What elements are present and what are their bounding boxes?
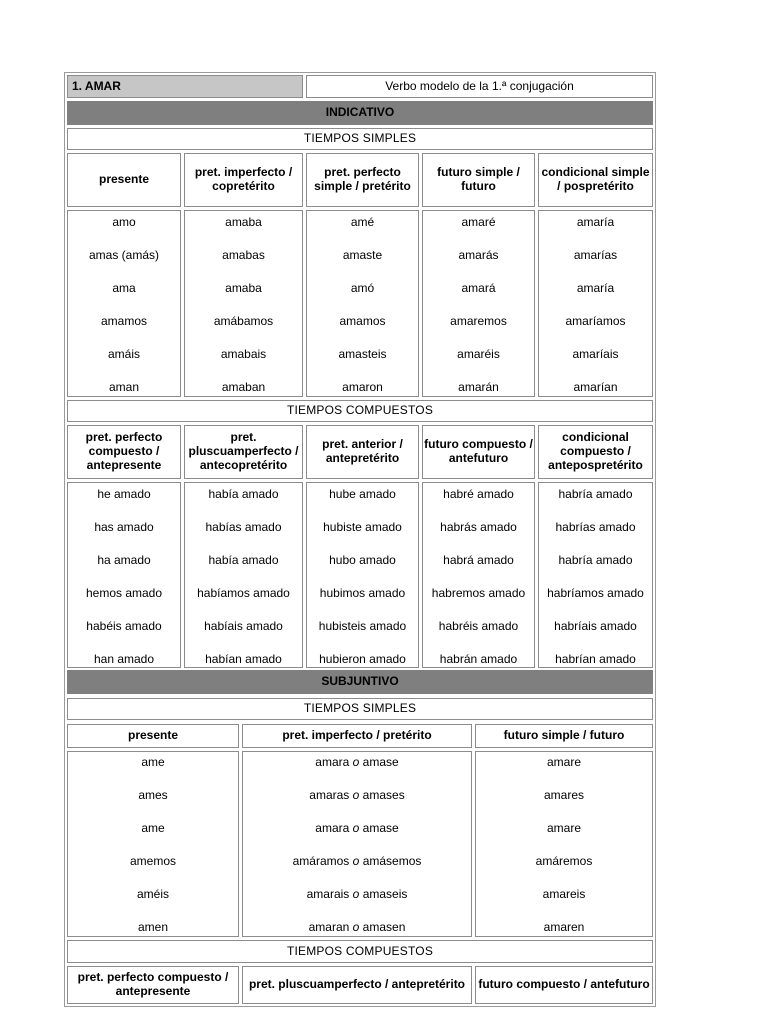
conjugation-column	[306, 210, 419, 397]
mood-label: INDICATIVO	[325, 105, 395, 120]
form-cell: amarías	[573, 248, 618, 262]
form-cell: amábamos	[213, 314, 274, 328]
tense-header	[67, 153, 181, 207]
section-tiempos-compuestos	[67, 400, 653, 422]
form-cell: amarán	[458, 380, 499, 394]
form-cell: habías amado	[205, 520, 282, 534]
form-cell: amaban	[221, 380, 266, 394]
tense-header	[422, 425, 535, 479]
form-cell: amaran o amasen	[308, 920, 406, 934]
tense-header-text: futuro compuesto / antefuturo	[424, 437, 533, 465]
section-tiempos-compuestos	[67, 940, 653, 963]
form-cell: habría amado	[558, 553, 633, 567]
mood-label: SUBJUNTIVO	[321, 674, 399, 689]
form-cell: habrías amado	[555, 520, 636, 534]
form-cell: hubo amado	[329, 553, 396, 567]
section-label: TIEMPOS COMPUESTOS	[286, 943, 434, 958]
form-cell: amares	[543, 788, 584, 802]
form-cell: habrán amado	[439, 652, 518, 666]
form-cell: habrás amado	[440, 520, 517, 534]
form-cell: hubisteis amado	[318, 619, 407, 633]
form-cell: amara o amase	[315, 821, 399, 835]
form-cell: amáremos	[535, 854, 593, 868]
form-cell: amare	[546, 755, 581, 769]
tense-header	[242, 724, 472, 748]
tense-header	[184, 425, 303, 479]
mood-header-indicativo	[67, 101, 653, 125]
form-cell: amáramos o amásemos	[292, 854, 422, 868]
form-cell: ama	[112, 281, 136, 295]
form-cell: habrían amado	[555, 652, 636, 666]
form-cell: habríais amado	[554, 619, 637, 633]
conjugation-column	[475, 751, 653, 937]
tense-header-text: condicional compuesto / antepospretérito	[548, 430, 643, 472]
tense-header-text: presente	[98, 172, 150, 187]
tense-header-text: pret. perfecto compuesto / antepresente	[77, 970, 229, 998]
tense-header	[422, 153, 535, 207]
form-cell: amabais	[220, 347, 267, 361]
form-cell: he amado	[97, 487, 151, 501]
section-tiempos-simples	[67, 128, 653, 150]
form-cell: habíais amado	[204, 619, 283, 633]
verb-title	[67, 75, 303, 98]
form-cell: amamos	[339, 314, 386, 328]
form-cell: habéis amado	[86, 619, 162, 633]
form-cell: habíamos amado	[197, 586, 290, 600]
conjugation-column	[242, 751, 472, 937]
form-cell: amará	[461, 281, 496, 295]
conjugation-column	[306, 482, 419, 668]
form-cell: habréis amado	[438, 619, 519, 633]
tense-header	[538, 425, 653, 479]
form-cell: amo	[112, 215, 136, 229]
form-cell: amaré	[461, 215, 496, 229]
form-cell: amaríais	[572, 347, 619, 361]
conjugation-column	[422, 210, 535, 397]
tense-header	[306, 153, 419, 207]
verb-description	[306, 75, 653, 98]
verb-title-text: 1. AMAR	[72, 78, 121, 93]
tense-header	[67, 966, 239, 1004]
form-cell: hubieron amado	[319, 652, 406, 666]
tense-header-text: pret. pluscuamperfecto / antepretérito	[248, 977, 466, 992]
tense-header-text: pret. perfecto simple / pretérito	[314, 165, 411, 193]
conjugation-column	[67, 751, 239, 937]
form-cell: amaron	[342, 380, 383, 394]
tense-header-text: futuro compuesto / antefuturo	[478, 977, 650, 992]
form-cell: hube amado	[329, 487, 396, 501]
form-cell: amaría	[576, 215, 615, 229]
form-cell: amáis	[107, 347, 140, 361]
form-cell: amaríamos	[565, 314, 626, 328]
conjugation-column	[422, 482, 535, 668]
form-cell: hubiste amado	[323, 520, 402, 534]
mood-header-subjuntivo	[67, 670, 653, 694]
verb-description-text: Verbo modelo de la 1.ª conjugación	[385, 78, 574, 93]
form-cell: amareis	[542, 887, 586, 901]
conjugation-column	[538, 482, 653, 668]
form-cell: has amado	[94, 520, 154, 534]
tense-header-text: condicional simple / pospretérito	[541, 165, 650, 193]
form-cell: había amado	[208, 487, 279, 501]
conjugation-column	[67, 210, 181, 397]
form-cell: amarais o amaseis	[306, 887, 408, 901]
form-cell: habría amado	[558, 487, 633, 501]
conjugation-column	[538, 210, 653, 397]
tense-header-text: futuro simple / futuro	[503, 728, 625, 743]
form-cell: améis	[136, 887, 169, 901]
tense-header-text: pret. anterior / antepretérito	[322, 437, 403, 465]
form-cell: amas (amás)	[88, 248, 159, 262]
tense-header	[184, 153, 303, 207]
form-cell: amaría	[576, 281, 615, 295]
form-cell: habríamos amado	[547, 586, 644, 600]
form-cell: han amado	[93, 652, 155, 666]
form-cell: amasteis	[338, 347, 387, 361]
form-cell: amen	[137, 920, 169, 934]
section-label: TIEMPOS SIMPLES	[303, 131, 417, 146]
form-cell: amarían	[573, 380, 618, 394]
form-cell: habré amado	[443, 487, 514, 501]
tense-header	[67, 724, 239, 748]
tense-header	[475, 724, 653, 748]
tense-header	[67, 425, 181, 479]
form-cell: amaréis	[457, 347, 500, 361]
tense-header-text: presente	[127, 728, 179, 743]
form-cell: habían amado	[205, 652, 282, 666]
form-cell: hemos amado	[85, 586, 163, 600]
form-cell: había amado	[208, 553, 279, 567]
section-label: TIEMPOS SIMPLES	[303, 701, 417, 716]
form-cell: amaras o amases	[309, 788, 405, 802]
form-cell: habremos amado	[431, 586, 526, 600]
conjugation-column	[67, 482, 181, 668]
conjugation-column	[184, 482, 303, 668]
tense-header	[475, 966, 653, 1004]
tense-header-text: pret. imperfecto / copretérito	[194, 165, 293, 193]
tense-header	[538, 153, 653, 207]
form-cell: ame	[141, 755, 165, 769]
form-cell: amemos	[129, 854, 176, 868]
form-cell: amaste	[342, 248, 383, 262]
form-cell: aman	[108, 380, 140, 394]
tense-header	[242, 966, 472, 1004]
form-cell: ame	[141, 821, 165, 835]
form-cell: hubimos amado	[319, 586, 406, 600]
form-cell: amaremos	[450, 314, 507, 328]
form-cell: ames	[138, 788, 168, 802]
form-cell: habrá amado	[443, 553, 514, 567]
tense-header	[306, 425, 419, 479]
form-cell: amamos	[100, 314, 147, 328]
form-cell: amaren	[543, 920, 585, 934]
section-label: TIEMPOS COMPUESTOS	[286, 403, 434, 418]
tense-header-text: pret. perfecto compuesto / antepresente	[85, 430, 163, 472]
form-cell: amara o amase	[315, 755, 399, 769]
form-cell: amarás	[458, 248, 499, 262]
form-cell: ha amado	[97, 553, 151, 567]
tense-header-text: futuro simple / futuro	[437, 165, 520, 193]
form-cell: amaba	[225, 281, 262, 295]
conjugation-column	[184, 210, 303, 397]
section-tiempos-simples	[67, 698, 653, 720]
form-cell: amabas	[222, 248, 265, 262]
form-cell: amare	[546, 821, 581, 835]
form-cell: amé	[350, 215, 375, 229]
form-cell: amaba	[225, 215, 262, 229]
tense-header-text: pret. imperfecto / pretérito	[282, 728, 432, 743]
form-cell: amó	[350, 281, 375, 295]
tense-header-text: pret. pluscuamperfecto / antecopretérito	[188, 430, 299, 472]
